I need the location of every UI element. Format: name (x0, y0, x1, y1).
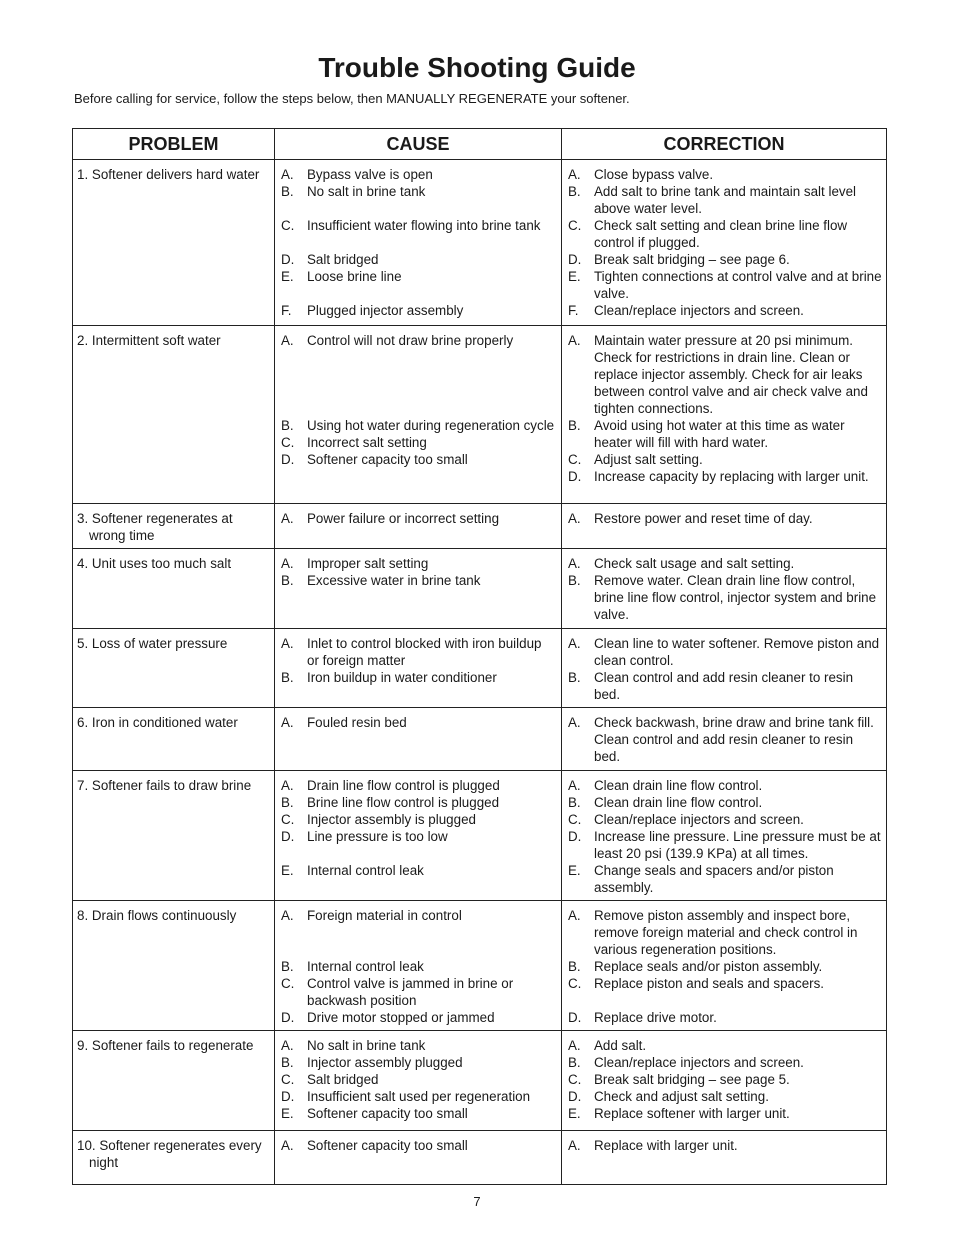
item-letter: B. (568, 573, 581, 588)
item-letter: D. (281, 1010, 295, 1025)
cause-item (279, 555, 557, 572)
item-letter: D. (568, 469, 582, 484)
item-letter: B. (281, 670, 294, 685)
page-number: 7 (473, 1194, 481, 1209)
cause-item (279, 669, 557, 686)
cause-item (279, 1071, 557, 1088)
cause-item (279, 635, 557, 669)
cause-cell (275, 1131, 562, 1185)
item-text: Power failure or incorrect setting (307, 511, 500, 526)
item-letter: A. (281, 556, 294, 571)
item-text: Increase capacity by replacing with larger unit. (594, 469, 869, 484)
correction-item (566, 794, 882, 811)
cause-cell (275, 771, 562, 901)
item-text: Loose brine line (307, 269, 402, 284)
correction-cell (562, 326, 887, 504)
cause-item (279, 975, 557, 1009)
item-letter: E. (568, 1106, 581, 1121)
problem-text: 2. Intermittent soft water (77, 333, 221, 348)
item-text: Replace seals and/or piston assembly. (594, 959, 823, 974)
correction-cell (562, 708, 887, 771)
correction-item (566, 417, 882, 451)
item-letter: C. (281, 1072, 295, 1087)
intro-text: Before calling for service, follow the steps below, then MANUALLY REGENERATE your softener. (74, 91, 630, 106)
correction-cell (562, 160, 887, 326)
item-text: Drain line flow control is plugged (307, 778, 500, 793)
troubleshooting-table (72, 128, 887, 1185)
correction-cell (562, 1031, 887, 1131)
item-text: Injector assembly plugged (307, 1055, 463, 1070)
item-text: Replace softener with larger unit. (594, 1106, 790, 1121)
item-text: Salt bridged (307, 252, 379, 267)
item-letter: D. (568, 252, 582, 267)
item-letter: E. (281, 269, 294, 284)
item-letter: F. (281, 303, 292, 318)
problem-cell (73, 708, 275, 771)
problem-text: 5. Loss of water pressure (77, 636, 228, 651)
correction-cell (562, 549, 887, 629)
item-text: Clean drain line flow control. (594, 778, 763, 793)
item-text: Softener capacity too small (307, 452, 468, 467)
correction-item (566, 669, 882, 703)
problem-text: 9. Softener fails to regenerate (77, 1038, 254, 1053)
item-letter: A. (568, 1038, 581, 1053)
item-text: Check backwash, brine draw and brine tank fill. Clean control and add resin cleaner to resin bed. (594, 715, 874, 764)
problem-cell (73, 1031, 275, 1131)
correction-item (566, 1037, 882, 1054)
item-letter: A. (281, 636, 294, 651)
correction-item (566, 1088, 882, 1105)
cause-item (279, 1137, 557, 1154)
cause-item (279, 268, 557, 285)
item-letter: B. (281, 418, 294, 433)
item-letter: B. (281, 184, 294, 199)
item-letter: C. (281, 218, 295, 233)
correction-item (566, 251, 882, 268)
cause-cell (275, 629, 562, 708)
item-text: Add salt. (594, 1038, 647, 1053)
item-letter: A. (568, 715, 581, 730)
item-letter: A. (281, 511, 294, 526)
cause-item (279, 251, 557, 268)
item-letter: F. (568, 303, 579, 318)
correction-item (566, 555, 882, 572)
problem-text: 6. Iron in conditioned water (77, 715, 238, 730)
item-text: Iron buildup in water conditioner (307, 670, 497, 685)
item-letter: A. (281, 1038, 294, 1053)
item-letter: B. (568, 959, 581, 974)
item-text: Incorrect salt setting (307, 435, 427, 450)
cause-cell (275, 901, 562, 1031)
table-row (73, 901, 887, 1031)
item-text: Close bypass valve. (594, 167, 714, 182)
table-row (73, 1031, 887, 1131)
cause-item (279, 907, 557, 924)
item-text: Avoid using hot water at this time as water heater will fill with hard water. (594, 418, 845, 450)
item-text: Maintain water pressure at 20 psi minimum. Check for restrictions in drain line. Clean or replace injector assembly. Check for air leaks between control valve and air check valve and tighten connections. (594, 333, 868, 416)
item-letter: B. (568, 184, 581, 199)
item-text: Clean/replace injectors and screen. (594, 1055, 804, 1070)
item-letter: C. (568, 976, 582, 991)
item-letter: B. (568, 418, 581, 433)
item-letter: A. (281, 715, 294, 730)
item-text: Internal control leak (307, 863, 424, 878)
item-text: Clean drain line flow control. (594, 795, 763, 810)
problem-text: 1. Softener delivers hard water (77, 167, 260, 182)
item-letter: A. (281, 1138, 294, 1153)
problem-text: 4. Unit uses too much salt (77, 556, 232, 571)
item-letter: D. (568, 1089, 582, 1104)
item-text: Bypass valve is open (307, 167, 433, 182)
cause-cell (275, 1031, 562, 1131)
correction-item (566, 862, 882, 896)
item-text: Softener capacity too small (307, 1138, 468, 1153)
item-letter: B. (281, 795, 294, 810)
cause-item (279, 1054, 557, 1071)
item-letter: D. (568, 1010, 582, 1025)
item-text: No salt in brine tank (307, 1038, 426, 1053)
item-letter: C. (568, 1072, 582, 1087)
problem-cell (73, 771, 275, 901)
cause-item (279, 510, 557, 527)
item-text: Replace piston and seals and spacers. (594, 976, 825, 991)
header-correction: CORRECTION (562, 129, 887, 160)
item-letter: C. (281, 812, 295, 827)
problem-text: 10. Softener regenerates every night (77, 1138, 262, 1170)
item-text: Improper salt setting (307, 556, 429, 571)
problem-text: 3. Softener regenerates at wrong time (77, 511, 233, 543)
table-row (73, 326, 887, 504)
cause-item (279, 1037, 557, 1054)
item-text: Line pressure is too low (307, 829, 448, 844)
item-text: Internal control leak (307, 959, 424, 974)
correction-item (566, 217, 882, 251)
cause-item (279, 811, 557, 828)
item-text: Change seals and spacers and/or piston assembly. (594, 863, 834, 895)
item-letter: A. (281, 778, 294, 793)
cause-item (279, 217, 557, 234)
item-text: Increase line pressure. Line pressure must be at least 20 psi (139.9 KPa) at all times. (594, 829, 881, 861)
correction-item (566, 468, 882, 485)
correction-item (566, 268, 882, 302)
correction-item (566, 635, 882, 669)
item-text: Injector assembly is plugged (307, 812, 476, 827)
header-problem: PROBLEM (73, 129, 275, 160)
item-letter: A. (568, 511, 581, 526)
cause-cell (275, 549, 562, 629)
item-text: Plugged injector assembly (307, 303, 464, 318)
page-title: Trouble Shooting Guide (318, 52, 636, 83)
correction-item (566, 1054, 882, 1071)
item-letter: B. (281, 959, 294, 974)
item-letter: B. (281, 573, 294, 588)
item-letter: C. (568, 452, 582, 467)
item-letter: A. (568, 778, 581, 793)
table-row (73, 1131, 887, 1185)
item-text: Insufficient salt used per regeneration (307, 1089, 531, 1104)
problem-cell (73, 549, 275, 629)
item-text: Tighten connections at control valve and at brine valve. (594, 269, 882, 301)
correction-cell (562, 1131, 887, 1185)
item-letter: A. (281, 908, 294, 923)
item-letter: B. (568, 795, 581, 810)
item-text: Clean/replace injectors and screen. (594, 303, 804, 318)
item-text: Softener capacity too small (307, 1106, 468, 1121)
item-text: Excessive water in brine tank (307, 573, 481, 588)
item-letter: A. (568, 333, 581, 348)
item-letter: A. (281, 167, 294, 182)
item-text: Foreign material in control (307, 908, 462, 923)
table-body (73, 160, 887, 1185)
item-text: Add salt to brine tank and maintain salt level above water level. (594, 184, 857, 216)
item-letter: E. (281, 863, 294, 878)
table-row (73, 160, 887, 326)
correction-item (566, 1009, 882, 1026)
correction-item (566, 332, 882, 417)
cause-item (279, 714, 557, 731)
table-header-row (73, 129, 887, 160)
cause-item (279, 862, 557, 879)
item-letter: C. (568, 218, 582, 233)
cause-item (279, 777, 557, 794)
correction-item (566, 183, 882, 217)
item-letter: D. (281, 1089, 295, 1104)
correction-item (566, 1137, 882, 1154)
correction-item (566, 1071, 882, 1088)
correction-item (566, 828, 882, 862)
item-text: Drive motor stopped or jammed (307, 1010, 495, 1025)
item-text: Inlet to control blocked with iron buildup or foreign matter (307, 636, 542, 668)
item-letter: B. (568, 1055, 581, 1070)
correction-item (566, 572, 882, 623)
table-row (73, 549, 887, 629)
item-text: Break salt bridging – see page 6. (594, 252, 790, 267)
cause-item (279, 183, 557, 200)
item-letter: B. (568, 670, 581, 685)
item-letter: C. (568, 812, 582, 827)
item-letter: A. (568, 908, 581, 923)
cause-item (279, 451, 557, 468)
correction-item (566, 777, 882, 794)
table-row (73, 504, 887, 549)
item-letter: C. (281, 435, 295, 450)
item-text: Replace with larger unit. (594, 1138, 738, 1153)
item-letter: D. (281, 829, 295, 844)
item-text: Check salt usage and salt setting. (594, 556, 795, 571)
item-letter: A. (281, 333, 294, 348)
correction-cell (562, 771, 887, 901)
correction-cell (562, 504, 887, 549)
cause-item (279, 828, 557, 845)
problem-cell (73, 160, 275, 326)
cause-item (279, 1105, 557, 1122)
item-text: Adjust salt setting. (594, 452, 703, 467)
item-text: Insufficient water flowing into brine tank (307, 218, 541, 233)
table-row (73, 771, 887, 901)
cause-item (279, 794, 557, 811)
item-text: Remove water. Clean drain line flow control, brine line flow control, injector system and brine valve. (594, 573, 877, 622)
item-text: No salt in brine tank (307, 184, 426, 199)
problem-cell (73, 504, 275, 549)
problem-cell (73, 629, 275, 708)
cause-item (279, 958, 557, 975)
item-text: Clean/replace injectors and screen. (594, 812, 804, 827)
cause-item (279, 332, 557, 349)
correction-cell (562, 629, 887, 708)
item-letter: A. (568, 636, 581, 651)
item-text: Salt bridged (307, 1072, 379, 1087)
problem-text: 7. Softener fails to draw brine (77, 778, 252, 793)
item-text: Control will not draw brine properly (307, 333, 514, 348)
item-letter: A. (568, 556, 581, 571)
item-letter: C. (281, 976, 295, 991)
item-letter: D. (281, 452, 295, 467)
item-letter: A. (568, 167, 581, 182)
item-text: Clean line to water softener. Remove piston and clean control. (594, 636, 880, 668)
correction-item (566, 907, 882, 958)
item-text: Replace drive motor. (594, 1010, 717, 1025)
cause-cell (275, 708, 562, 771)
item-text: Clean control and add resin cleaner to resin bed. (594, 670, 854, 702)
correction-item (566, 975, 882, 992)
correction-item (566, 302, 882, 319)
correction-item (566, 166, 882, 183)
item-letter: B. (281, 1055, 294, 1070)
correction-item (566, 714, 882, 765)
correction-item (566, 451, 882, 468)
cause-cell (275, 160, 562, 326)
table-row (73, 629, 887, 708)
problem-cell (73, 326, 275, 504)
item-letter: A. (568, 1138, 581, 1153)
item-text: Brine line flow control is plugged (307, 795, 500, 810)
cause-item (279, 1088, 557, 1105)
cause-item (279, 417, 557, 434)
item-text: Fouled resin bed (307, 715, 407, 730)
item-text: Restore power and reset time of day. (594, 511, 813, 526)
correction-item (566, 1105, 882, 1122)
item-text: Using hot water during regeneration cycle (307, 418, 555, 433)
problem-text: 8. Drain flows continuously (77, 908, 237, 923)
table-row (73, 708, 887, 771)
cause-cell (275, 504, 562, 549)
item-letter: E. (281, 1106, 294, 1121)
problem-cell (73, 901, 275, 1031)
correction-item (566, 811, 882, 828)
item-text: Control valve is jammed in brine or backwash position (307, 976, 514, 1008)
item-letter: D. (281, 252, 295, 267)
cause-item (279, 572, 557, 589)
cause-item (279, 434, 557, 451)
item-letter: E. (568, 863, 581, 878)
cause-item (279, 302, 557, 319)
item-text: Remove piston assembly and inspect bore, remove foreign material and check control in various regeneration positions. (594, 908, 858, 957)
item-text: Break salt bridging – see page 5. (594, 1072, 790, 1087)
item-letter: E. (568, 269, 581, 284)
item-letter: D. (568, 829, 582, 844)
item-text: Check and adjust salt setting. (594, 1089, 769, 1104)
correction-item (566, 510, 882, 527)
correction-item (566, 958, 882, 975)
correction-cell (562, 901, 887, 1031)
header-cause: CAUSE (275, 129, 562, 160)
item-text: Check salt setting and clean brine line flow control if plugged. (594, 218, 848, 250)
cause-cell (275, 326, 562, 504)
problem-cell (73, 1131, 275, 1185)
cause-item (279, 166, 557, 183)
cause-item (279, 1009, 557, 1026)
